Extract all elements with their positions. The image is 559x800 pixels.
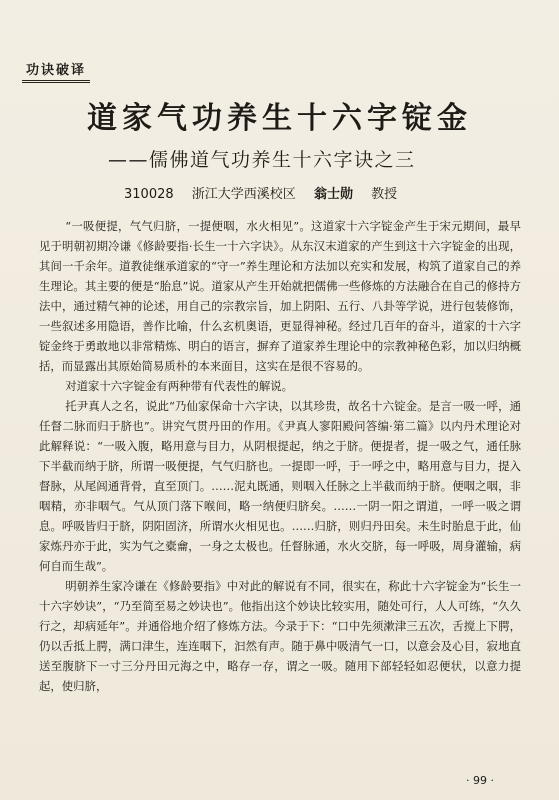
section-tag: 功诀破译 [22,57,90,83]
paragraph: 托尹真人之名，说此“乃仙家保命十六字诀，以其珍贵，故名十六锭金。是言一吸一呼，通任督二脉而归于脐也”。讲究气贯丹田的作用。《尹真人寥阳殿问答编·第二篇》以内丹术理论对此解释说：“一吸入腹，略用意与目力，从阴根提起，纳之于脐。便提者，提一吸之气，通任脉下半截而纳于脐，所谓一吸便提，气气归脐也。一提即一呼，于一呼之中，略用意与目力，提入督脉，从尾闾通背骨，直至顶门。……泥丸既通，则咽入任脉之上半截而纳于脐。便咽之咽，非咽精，亦非咽气。气从顶门落下喉间，略一纳便归脐矣。……一阴一阳之谓道，一呼一吸之谓息。呼吸皆归于脐，阴阳固济，所谓水火相见也。……归脐，则归丹田矣。未生时胎息于此，仙家炼丹亦于此，实为气之橐龠，一身之太极也。任督脉通，水火交脐，每一呼吸，周身灌输，病何自而生哉”。 [39,399,521,573]
article-body [39,216,521,696]
postcode: 310028 [124,187,174,202]
paragraph: “一吸便提，气气归脐，一提便咽，水火相见”。这道家十六字锭金产生于宋元期间，最早见于明朝初期冷谦《修龄要指·长生一十六字诀》。从东汉末道家的产生到这十六字锭金的出现，其间一千余年。道教徒继承道家的“守一”养生理论和方法加以充实和发展，构筑了道家自己的养生理论。其主要的便是“胎息”说。道家从产生开始就把儒佛一些修炼的方法融合在自己的修持方法中，通过精气神的论述，用自己的宗教宗旨，加上阴阳、五行、八卦等学说，进行包装修饰，一些叙述多用隐语，善作比喻，什么玄机奥语，更显得神秘。经过几百年的奋斗，道家的十六字锭金终于勇敢地以非常精炼、明白的语言，摒弃了道家养生理论中的宗教神秘色彩，加以归纳概括，而显露出其原始简易质朴的本来面目，这实在是很不容易的。 [39,219,521,373]
byline [124,183,411,202]
article-title: 道家气功养生十六字锭金 [87,101,472,136]
paragraph: 对道家十六字锭金有两种带有代表性的解说。 [65,379,294,393]
institution: 浙江大学西溪校区 [191,187,296,202]
page-number: · 99 · [466,774,494,787]
author-name: 翁士勋 [313,187,353,202]
author-role: 教授 [371,187,398,202]
article-subtitle: ——儒佛道气功养生十六字诀之三 [108,149,416,171]
paragraph: 明朝养生家冷谦在《修龄要指》中对此的解说有不同，很实在，称此十六字锭金为“长生一十六字妙诀”，“乃至简至易之妙诀也”。他指出这个妙诀比较实用，随处可行，人人可练，“久久行之，却病延年”。并通俗地介绍了修炼方法。今录于下：“口中先须漱津三五次，舌搅上下腭，仍以舌抵上腭，满口津生，连连咽下，汩然有声。随于鼻中吸清气一口，以意会及心目，寂地直送至腹脐下一寸三分丹田元海之中，略存一存，谓之一吸。随用下部轻轻如忍便状，以意力提起，使归脐， [39,579,521,693]
